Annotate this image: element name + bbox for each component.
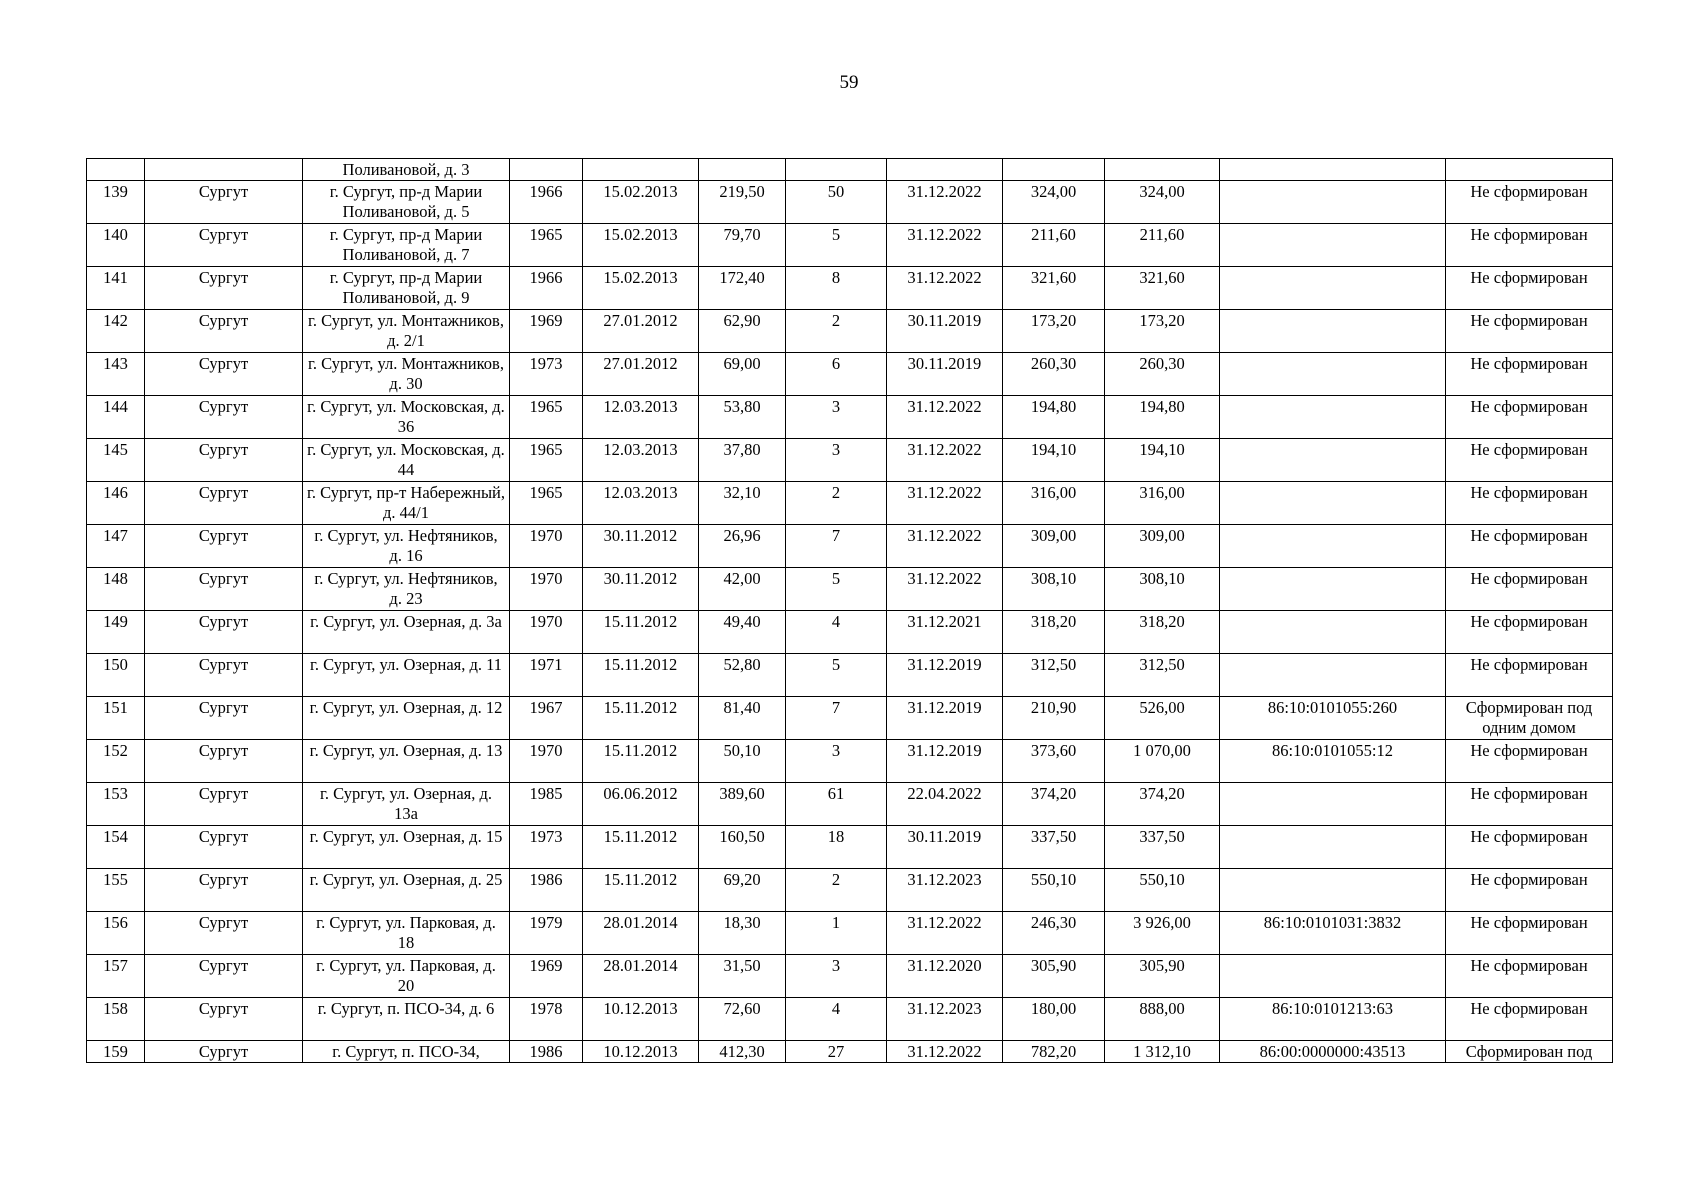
cell-year: 1969 — [510, 955, 583, 998]
cell-value-2: 316,00 — [1105, 482, 1220, 525]
cell-number: 147 — [87, 525, 145, 568]
cell-date: 15.11.2012 — [583, 697, 699, 740]
table-row — [87, 740, 1613, 783]
cell-area — [699, 159, 786, 181]
cell-cadastral-number — [1220, 955, 1446, 998]
cell-cadastral-number — [1220, 482, 1446, 525]
cell-date: 15.11.2012 — [583, 740, 699, 783]
cell-count: 6 — [786, 353, 887, 396]
table-row-cut-off — [87, 1041, 1613, 1063]
cell-date: 15.02.2013 — [583, 181, 699, 224]
cell-count: 5 — [786, 654, 887, 697]
cell-value-2: 888,00 — [1105, 998, 1220, 1041]
cell-status: Не сформирован — [1446, 955, 1613, 998]
table-row — [87, 439, 1613, 482]
cell-city: Сургут — [145, 611, 303, 654]
cell-year: 1966 — [510, 181, 583, 224]
cell-cadastral-number — [1220, 654, 1446, 697]
cell-status: Не сформирован — [1446, 181, 1613, 224]
page-number: 59 — [839, 72, 859, 93]
cell-date: 10.12.2013 — [583, 998, 699, 1041]
cell-city: Сургут — [145, 697, 303, 740]
cell-area: 50,10 — [699, 740, 786, 783]
cell-address: г. Сургут, ул. Озерная, д. 15 — [303, 826, 510, 869]
cell-value-1: 210,90 — [1003, 697, 1105, 740]
cell-number: 145 — [87, 439, 145, 482]
cell-address: г. Сургут, ул. Московская, д. 36 — [303, 396, 510, 439]
cell-deadline: 31.12.2022 — [887, 396, 1003, 439]
cell-value-2: 1 070,00 — [1105, 740, 1220, 783]
cell-count: 61 — [786, 783, 887, 826]
cell-value-2: 318,20 — [1105, 611, 1220, 654]
cell-deadline: 31.12.2022 — [887, 1041, 1003, 1063]
cell-address: г. Сургут, ул. Озерная, д. 3а — [303, 611, 510, 654]
cell-value-1: 246,30 — [1003, 912, 1105, 955]
cell-status — [1446, 159, 1613, 181]
cell-value-2: 526,00 — [1105, 697, 1220, 740]
cell-area: 69,20 — [699, 869, 786, 912]
cell-value-2 — [1105, 159, 1220, 181]
cell-date: 10.12.2013 — [583, 1041, 699, 1063]
cell-year: 1969 — [510, 310, 583, 353]
cell-date: 15.02.2013 — [583, 267, 699, 310]
cell-city: Сургут — [145, 998, 303, 1041]
cell-value-1: 308,10 — [1003, 568, 1105, 611]
cell-address: г. Сургут, п. ПСО-34, д. 6 — [303, 998, 510, 1041]
table-row — [87, 998, 1613, 1041]
cell-address: г. Сургут, ул. Московская, д. 44 — [303, 439, 510, 482]
cell-city: Сургут — [145, 654, 303, 697]
cell-value-1: 260,30 — [1003, 353, 1105, 396]
cell-value-2: 211,60 — [1105, 224, 1220, 267]
cell-city: Сургут — [145, 353, 303, 396]
cell-year: 1986 — [510, 869, 583, 912]
housing-registry-table — [86, 158, 1613, 1063]
cell-area: 32,10 — [699, 482, 786, 525]
table-row — [87, 525, 1613, 568]
cell-status: Не сформирован — [1446, 568, 1613, 611]
cell-deadline: 31.12.2022 — [887, 224, 1003, 267]
table-row — [87, 955, 1613, 998]
cell-deadline: 30.11.2019 — [887, 310, 1003, 353]
cell-deadline: 31.12.2022 — [887, 181, 1003, 224]
cell-value-2: 194,10 — [1105, 439, 1220, 482]
cell-cadastral-number — [1220, 353, 1446, 396]
cell-status: Не сформирован — [1446, 869, 1613, 912]
cell-address: г. Сургут, пр-д Марии Поливановой, д. 9 — [303, 267, 510, 310]
cell-area: 79,70 — [699, 224, 786, 267]
cell-status: Не сформирован — [1446, 353, 1613, 396]
cell-date: 30.11.2012 — [583, 525, 699, 568]
cell-area: 160,50 — [699, 826, 786, 869]
cell-cadastral-number — [1220, 525, 1446, 568]
cell-value-2: 337,50 — [1105, 826, 1220, 869]
cell-cadastral-number: 86:10:0101213:63 — [1220, 998, 1446, 1041]
cell-year: 1970 — [510, 525, 583, 568]
table-row — [87, 310, 1613, 353]
cell-year: 1967 — [510, 697, 583, 740]
table-row — [87, 826, 1613, 869]
cell-count: 5 — [786, 568, 887, 611]
cell-city: Сургут — [145, 525, 303, 568]
cell-deadline: 22.04.2022 — [887, 783, 1003, 826]
cell-value-1: 305,90 — [1003, 955, 1105, 998]
cell-value-2: 1 312,10 — [1105, 1041, 1220, 1063]
cell-date — [583, 159, 699, 181]
cell-year: 1970 — [510, 568, 583, 611]
cell-date: 30.11.2012 — [583, 568, 699, 611]
table-row — [87, 654, 1613, 697]
cell-number — [87, 159, 145, 181]
cell-value-2: 194,80 — [1105, 396, 1220, 439]
cell-address: г. Сургут, ул. Парковая, д. 18 — [303, 912, 510, 955]
cell-area: 62,90 — [699, 310, 786, 353]
cell-area: 81,40 — [699, 697, 786, 740]
cell-area: 26,96 — [699, 525, 786, 568]
cell-number: 158 — [87, 998, 145, 1041]
cell-count: 3 — [786, 740, 887, 783]
cell-value-1: 173,20 — [1003, 310, 1105, 353]
table-row — [87, 353, 1613, 396]
cell-city: Сургут — [145, 568, 303, 611]
table-row — [87, 783, 1613, 826]
cell-deadline: 31.12.2022 — [887, 525, 1003, 568]
cell-address: г. Сургут, ул. Нефтяников, д. 23 — [303, 568, 510, 611]
cell-value-2: 374,20 — [1105, 783, 1220, 826]
cell-count: 7 — [786, 697, 887, 740]
cell-count — [786, 159, 887, 181]
cell-year: 1979 — [510, 912, 583, 955]
cell-count: 4 — [786, 611, 887, 654]
cell-deadline: 31.12.2022 — [887, 439, 1003, 482]
cell-cadastral-number: 86:10:0101031:3832 — [1220, 912, 1446, 955]
cell-deadline: 31.12.2019 — [887, 654, 1003, 697]
cell-value-1: 211,60 — [1003, 224, 1105, 267]
cell-status: Сформирован под одним домом — [1446, 697, 1613, 740]
cell-cadastral-number: 86:10:0101055:260 — [1220, 697, 1446, 740]
cell-value-2: 309,00 — [1105, 525, 1220, 568]
cell-city — [145, 159, 303, 181]
cell-city: Сургут — [145, 740, 303, 783]
cell-address: г. Сургут, п. ПСО-34, — [303, 1041, 510, 1063]
cell-number: 142 — [87, 310, 145, 353]
cell-city: Сургут — [145, 439, 303, 482]
cell-city: Сургут — [145, 267, 303, 310]
cell-address: г. Сургут, ул. Озерная, д. 11 — [303, 654, 510, 697]
table-body — [87, 159, 1613, 1063]
cell-number: 144 — [87, 396, 145, 439]
table-row — [87, 869, 1613, 912]
cell-status: Не сформирован — [1446, 611, 1613, 654]
cell-status: Не сформирован — [1446, 912, 1613, 955]
cell-status: Не сформирован — [1446, 224, 1613, 267]
cell-cadastral-number: 86:10:0101055:12 — [1220, 740, 1446, 783]
table-row — [87, 697, 1613, 740]
cell-value-1: 373,60 — [1003, 740, 1105, 783]
cell-address: г. Сургут, ул. Озерная, д. 13 — [303, 740, 510, 783]
cell-address: Поливановой, д. 3 — [303, 159, 510, 181]
cell-value-2: 305,90 — [1105, 955, 1220, 998]
cell-year: 1965 — [510, 439, 583, 482]
cell-city: Сургут — [145, 869, 303, 912]
cell-city: Сургут — [145, 482, 303, 525]
cell-status: Не сформирован — [1446, 740, 1613, 783]
cell-cadastral-number — [1220, 826, 1446, 869]
cell-city: Сургут — [145, 396, 303, 439]
cell-date: 27.01.2012 — [583, 353, 699, 396]
cell-city: Сургут — [145, 955, 303, 998]
cell-address: г. Сургут, ул. Нефтяников, д. 16 — [303, 525, 510, 568]
cell-value-1: 318,20 — [1003, 611, 1105, 654]
cell-year: 1970 — [510, 740, 583, 783]
cell-status: Не сформирован — [1446, 482, 1613, 525]
cell-status: Не сформирован — [1446, 310, 1613, 353]
cell-number: 155 — [87, 869, 145, 912]
cell-value-1: 194,80 — [1003, 396, 1105, 439]
cell-deadline: 31.12.2022 — [887, 568, 1003, 611]
cell-deadline: 30.11.2019 — [887, 353, 1003, 396]
cell-status: Сформирован под — [1446, 1041, 1613, 1063]
cell-address: г. Сургут, ул. Парковая, д. 20 — [303, 955, 510, 998]
cell-status: Не сформирован — [1446, 783, 1613, 826]
cell-number: 143 — [87, 353, 145, 396]
cell-number: 140 — [87, 224, 145, 267]
cell-year: 1970 — [510, 611, 583, 654]
table-row — [87, 912, 1613, 955]
cell-date: 06.06.2012 — [583, 783, 699, 826]
cell-year: 1973 — [510, 353, 583, 396]
cell-date: 15.11.2012 — [583, 654, 699, 697]
cell-year: 1965 — [510, 396, 583, 439]
cell-area: 219,50 — [699, 181, 786, 224]
cell-value-2: 260,30 — [1105, 353, 1220, 396]
cell-year: 1971 — [510, 654, 583, 697]
cell-area: 49,40 — [699, 611, 786, 654]
cell-area: 389,60 — [699, 783, 786, 826]
cell-deadline: 31.12.2021 — [887, 611, 1003, 654]
cell-area: 412,30 — [699, 1041, 786, 1063]
table-row — [87, 568, 1613, 611]
cell-number: 149 — [87, 611, 145, 654]
cell-status: Не сформирован — [1446, 654, 1613, 697]
cell-city: Сургут — [145, 826, 303, 869]
cell-count: 1 — [786, 912, 887, 955]
cell-cadastral-number — [1220, 267, 1446, 310]
cell-deadline: 31.12.2019 — [887, 697, 1003, 740]
cell-city: Сургут — [145, 1041, 303, 1063]
cell-city: Сургут — [145, 912, 303, 955]
cell-city: Сургут — [145, 224, 303, 267]
cell-number: 154 — [87, 826, 145, 869]
cell-cadastral-number: 86:00:0000000:43513 — [1220, 1041, 1446, 1063]
cell-value-2: 173,20 — [1105, 310, 1220, 353]
cell-deadline: 31.12.2023 — [887, 869, 1003, 912]
cell-cadastral-number — [1220, 439, 1446, 482]
cell-address: г. Сургут, ул. Озерная, д. 13а — [303, 783, 510, 826]
cell-value-2: 324,00 — [1105, 181, 1220, 224]
cell-count: 8 — [786, 267, 887, 310]
table-row — [87, 181, 1613, 224]
cell-value-1 — [1003, 159, 1105, 181]
cell-area: 72,60 — [699, 998, 786, 1041]
cell-deadline: 30.11.2019 — [887, 826, 1003, 869]
cell-count: 2 — [786, 482, 887, 525]
cell-address: г. Сургут, ул. Озерная, д. 25 — [303, 869, 510, 912]
cell-year: 1973 — [510, 826, 583, 869]
cell-area: 31,50 — [699, 955, 786, 998]
cell-date: 15.02.2013 — [583, 224, 699, 267]
cell-year: 1965 — [510, 224, 583, 267]
cell-value-1: 782,20 — [1003, 1041, 1105, 1063]
table-row — [87, 482, 1613, 525]
cell-cadastral-number — [1220, 181, 1446, 224]
cell-number: 151 — [87, 697, 145, 740]
cell-value-1: 180,00 — [1003, 998, 1105, 1041]
cell-value-1: 316,00 — [1003, 482, 1105, 525]
cell-count: 3 — [786, 396, 887, 439]
cell-count: 2 — [786, 869, 887, 912]
cell-cadastral-number — [1220, 869, 1446, 912]
cell-value-2: 312,50 — [1105, 654, 1220, 697]
cell-count: 7 — [786, 525, 887, 568]
cell-year: 1985 — [510, 783, 583, 826]
cell-deadline: 31.12.2023 — [887, 998, 1003, 1041]
cell-date: 12.03.2013 — [583, 482, 699, 525]
table-row — [87, 267, 1613, 310]
cell-value-1: 321,60 — [1003, 267, 1105, 310]
cell-count: 5 — [786, 224, 887, 267]
cell-count: 50 — [786, 181, 887, 224]
cell-address: г. Сургут, пр-д Марии Поливановой, д. 7 — [303, 224, 510, 267]
cell-address: г. Сургут, пр-д Марии Поливановой, д. 5 — [303, 181, 510, 224]
cell-value-1: 324,00 — [1003, 181, 1105, 224]
cell-date: 27.01.2012 — [583, 310, 699, 353]
cell-date: 15.11.2012 — [583, 826, 699, 869]
cell-area: 53,80 — [699, 396, 786, 439]
cell-deadline: 31.12.2022 — [887, 912, 1003, 955]
cell-cadastral-number — [1220, 611, 1446, 654]
cell-address: г. Сургут, ул. Монтажников, д. 30 — [303, 353, 510, 396]
cell-date: 15.11.2012 — [583, 869, 699, 912]
cell-number: 150 — [87, 654, 145, 697]
cell-value-2: 308,10 — [1105, 568, 1220, 611]
cell-number: 148 — [87, 568, 145, 611]
cell-address: г. Сургут, ул. Монтажников, д. 2/1 — [303, 310, 510, 353]
cell-area: 18,30 — [699, 912, 786, 955]
cell-address: г. Сургут, пр-т Набережный, д. 44/1 — [303, 482, 510, 525]
cell-area: 52,80 — [699, 654, 786, 697]
cell-value-1: 374,20 — [1003, 783, 1105, 826]
cell-count: 3 — [786, 439, 887, 482]
cell-cadastral-number — [1220, 159, 1446, 181]
table-row — [87, 611, 1613, 654]
cell-number: 139 — [87, 181, 145, 224]
cell-status: Не сформирован — [1446, 525, 1613, 568]
cell-deadline: 31.12.2022 — [887, 267, 1003, 310]
cell-area: 172,40 — [699, 267, 786, 310]
table-row — [87, 224, 1613, 267]
cell-count: 3 — [786, 955, 887, 998]
cell-cadastral-number — [1220, 310, 1446, 353]
cell-number: 156 — [87, 912, 145, 955]
cell-value-1: 550,10 — [1003, 869, 1105, 912]
cell-area: 69,00 — [699, 353, 786, 396]
cell-value-1: 309,00 — [1003, 525, 1105, 568]
cell-deadline: 31.12.2019 — [887, 740, 1003, 783]
table-row — [87, 396, 1613, 439]
cell-value-2: 3 926,00 — [1105, 912, 1220, 955]
cell-value-2: 550,10 — [1105, 869, 1220, 912]
cell-status: Не сформирован — [1446, 396, 1613, 439]
cell-address: г. Сургут, ул. Озерная, д. 12 — [303, 697, 510, 740]
cell-year: 1966 — [510, 267, 583, 310]
cell-cadastral-number — [1220, 568, 1446, 611]
cell-status: Не сформирован — [1446, 267, 1613, 310]
cell-status: Не сформирован — [1446, 439, 1613, 482]
cell-date: 15.11.2012 — [583, 611, 699, 654]
cell-deadline: 31.12.2022 — [887, 482, 1003, 525]
cell-area: 42,00 — [699, 568, 786, 611]
cell-status: Не сформирован — [1446, 998, 1613, 1041]
cell-city: Сургут — [145, 783, 303, 826]
cell-number: 157 — [87, 955, 145, 998]
cell-year — [510, 159, 583, 181]
cell-year: 1978 — [510, 998, 583, 1041]
cell-number: 153 — [87, 783, 145, 826]
cell-number: 146 — [87, 482, 145, 525]
cell-cadastral-number — [1220, 396, 1446, 439]
cell-number: 141 — [87, 267, 145, 310]
cell-cadastral-number — [1220, 224, 1446, 267]
cell-status: Не сформирован — [1446, 826, 1613, 869]
cell-area: 37,80 — [699, 439, 786, 482]
cell-city: Сургут — [145, 310, 303, 353]
cell-deadline: 31.12.2020 — [887, 955, 1003, 998]
cell-value-2: 321,60 — [1105, 267, 1220, 310]
cell-count: 27 — [786, 1041, 887, 1063]
table-row-continued — [87, 159, 1613, 181]
cell-cadastral-number — [1220, 783, 1446, 826]
cell-deadline — [887, 159, 1003, 181]
cell-value-1: 312,50 — [1003, 654, 1105, 697]
cell-value-1: 337,50 — [1003, 826, 1105, 869]
cell-city: Сургут — [145, 181, 303, 224]
cell-date: 28.01.2014 — [583, 955, 699, 998]
cell-date: 28.01.2014 — [583, 912, 699, 955]
cell-count: 4 — [786, 998, 887, 1041]
cell-date: 12.03.2013 — [583, 396, 699, 439]
cell-year: 1986 — [510, 1041, 583, 1063]
cell-number: 159 — [87, 1041, 145, 1063]
cell-number: 152 — [87, 740, 145, 783]
cell-year: 1965 — [510, 482, 583, 525]
cell-count: 2 — [786, 310, 887, 353]
cell-date: 12.03.2013 — [583, 439, 699, 482]
cell-value-1: 194,10 — [1003, 439, 1105, 482]
cell-count: 18 — [786, 826, 887, 869]
